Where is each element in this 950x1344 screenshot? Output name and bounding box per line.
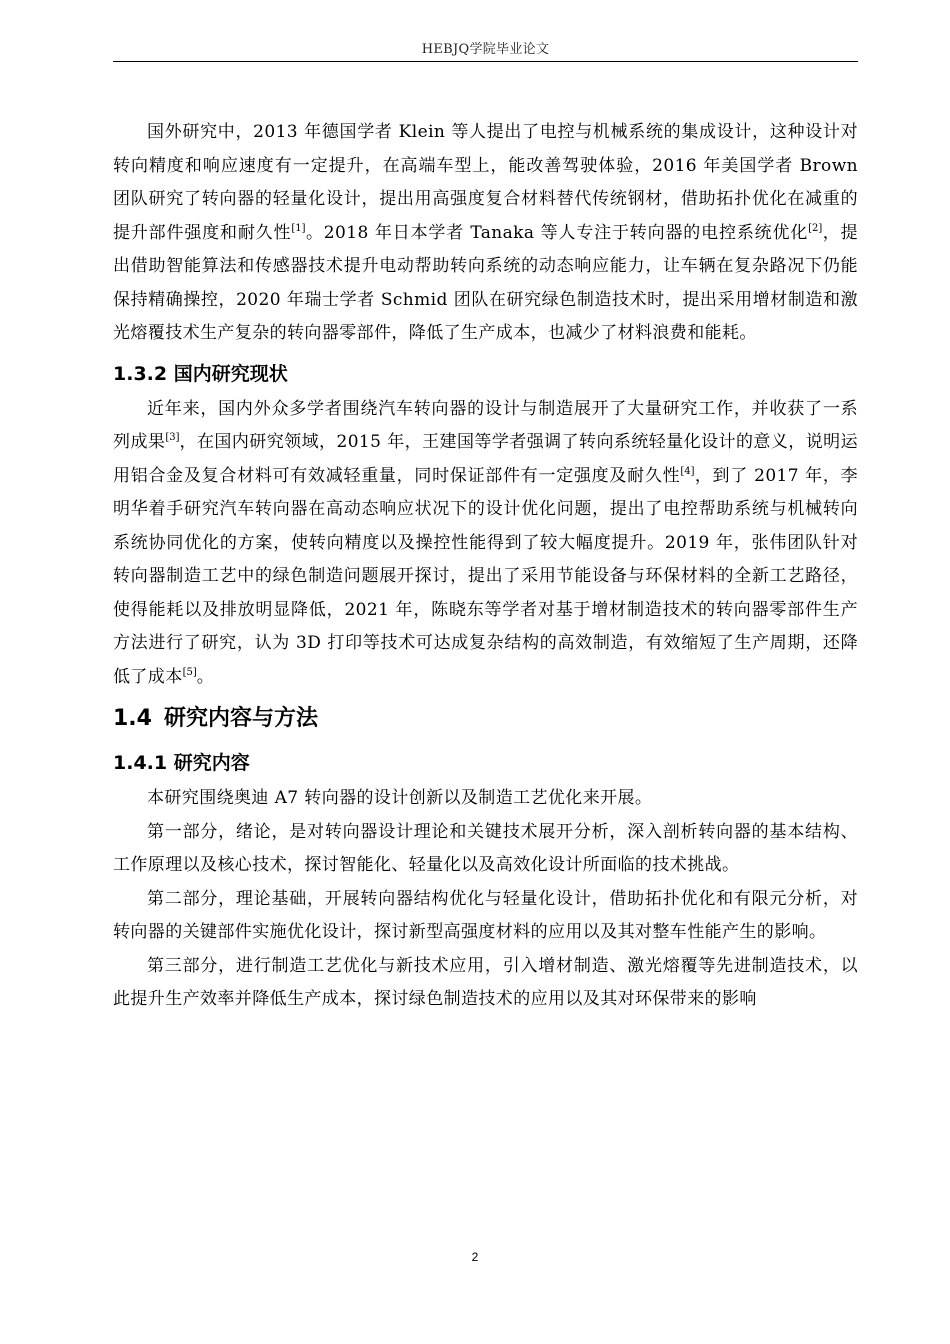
subsection-heading: 1.3.2 国内研究现状 [113, 362, 288, 385]
section-number: 1.4 [113, 706, 152, 731]
text-run: 本研究围绕奥迪 A7 转向器的设计创新以及制造工艺优化来开展。 [147, 788, 653, 808]
text-run: ，提出借助智能算法和传感器技术提升电动帮助转向系统的动态响应能力，让车辆在复杂路况下仍能保持精确操控，2020 年瑞士学者 Schmid 团队在研究绿色制造技术时，提出采用增材制造和激光熔覆技术生产复杂的转向器零部件，降低了生产成本，也减少了材料浪费和能耗。 [113, 222, 858, 343]
citation-marker: [5] [182, 666, 197, 678]
text-run: 第二部分，理论基础，开展转向器结构优化与轻量化设计，借助拓扑优化和有限元分析，对转向器的关键部件实施优化设计，探讨新型高强度材料的应用以及其对整车性能产生的影响。 [113, 888, 858, 942]
page-number: 2 [471, 1250, 479, 1264]
text-run: 。 [196, 666, 215, 687]
text-run: 第三部分，进行制造工艺优化与新技术应用，引入增材制造、激光熔覆等先进制造技术，以此提升生产效率并降低生产成本，探讨绿色制造技术的应用以及其对环保带来的影响 [113, 955, 858, 1009]
text-run: 国外研究中，2013 年德国学者 Klein 等人提出了电控与机械系统的集成设计，这种设计对转向精度和响应速度有一定提升，在高端车型上，能改善驾驶体验，2016 年美国学者 Brown 团队研究了转向器的轻量化设计，提出用高强度复合材料替代传统钢材，借助拓扑优化在减重的提升部件强度和耐久性 [113, 122, 858, 243]
body-paragraph [113, 883, 858, 950]
body-paragraph [113, 816, 858, 883]
body-paragraph [113, 782, 858, 816]
text-run: 。2018 年日本学者 Tanaka 等人专注于转向器的电控系统优化 [305, 222, 809, 243]
body-paragraph [113, 393, 858, 695]
body-paragraph [113, 950, 858, 1017]
text-run: ，在国内研究领域，2015 年，王建国等学者强调了转向系统轻量化设计的意义，说明运用铝合金及复合材料可有效减轻重量，同时保证部件有一定强度及耐久性 [113, 432, 858, 486]
document-body [113, 116, 858, 1017]
header-rule [113, 61, 858, 62]
section-heading [113, 694, 858, 740]
text-run: 第一部分，绪论，是对转向器设计理论和关键技术展开分析，深入剖析转向器的基本结构、工作原理以及核心技术，探讨智能化、轻量化以及高效化设计所面临的技术挑战。 [113, 821, 858, 875]
text-run: 近年来，国内外众多学者围绕汽车转向器的设计与制造展开了大量研究工作，并收获了一系列成果 [113, 398, 858, 452]
citation-marker: [1] [291, 222, 306, 234]
body-paragraph [113, 116, 858, 351]
citation-marker: [3] [165, 432, 180, 443]
subsection-heading: 1.4.1 研究内容 [113, 752, 250, 774]
citation-marker: [2] [808, 222, 823, 234]
text-run: ，到了 2017 年，李明华着手研究汽车转向器在高动态响应状况下的设计优化问题，提出了电控帮助系统与机械转向系统协同优化的方案，使转向精度以及操控性能得到了较大幅度提升。2019 年，张伟团队针对转向器制造工艺中的绿色制造问题展开探讨，提出了采用节能设备与环保材料的全新工艺路径，使得能耗以及排放明显降低，2021 年，陈晓东等学者对基于增材制造技术的转向器零部件生产方法进行了研究，认为 3D 打印等技术可达成复杂结构的高效制造，有效缩短了生产周期，还降低了成本 [113, 465, 858, 687]
section-title: 研究内容与方法 [163, 706, 318, 731]
citation-marker: [4] [680, 465, 695, 477]
running-header: HEBJQ学院毕业论文 [421, 42, 550, 57]
